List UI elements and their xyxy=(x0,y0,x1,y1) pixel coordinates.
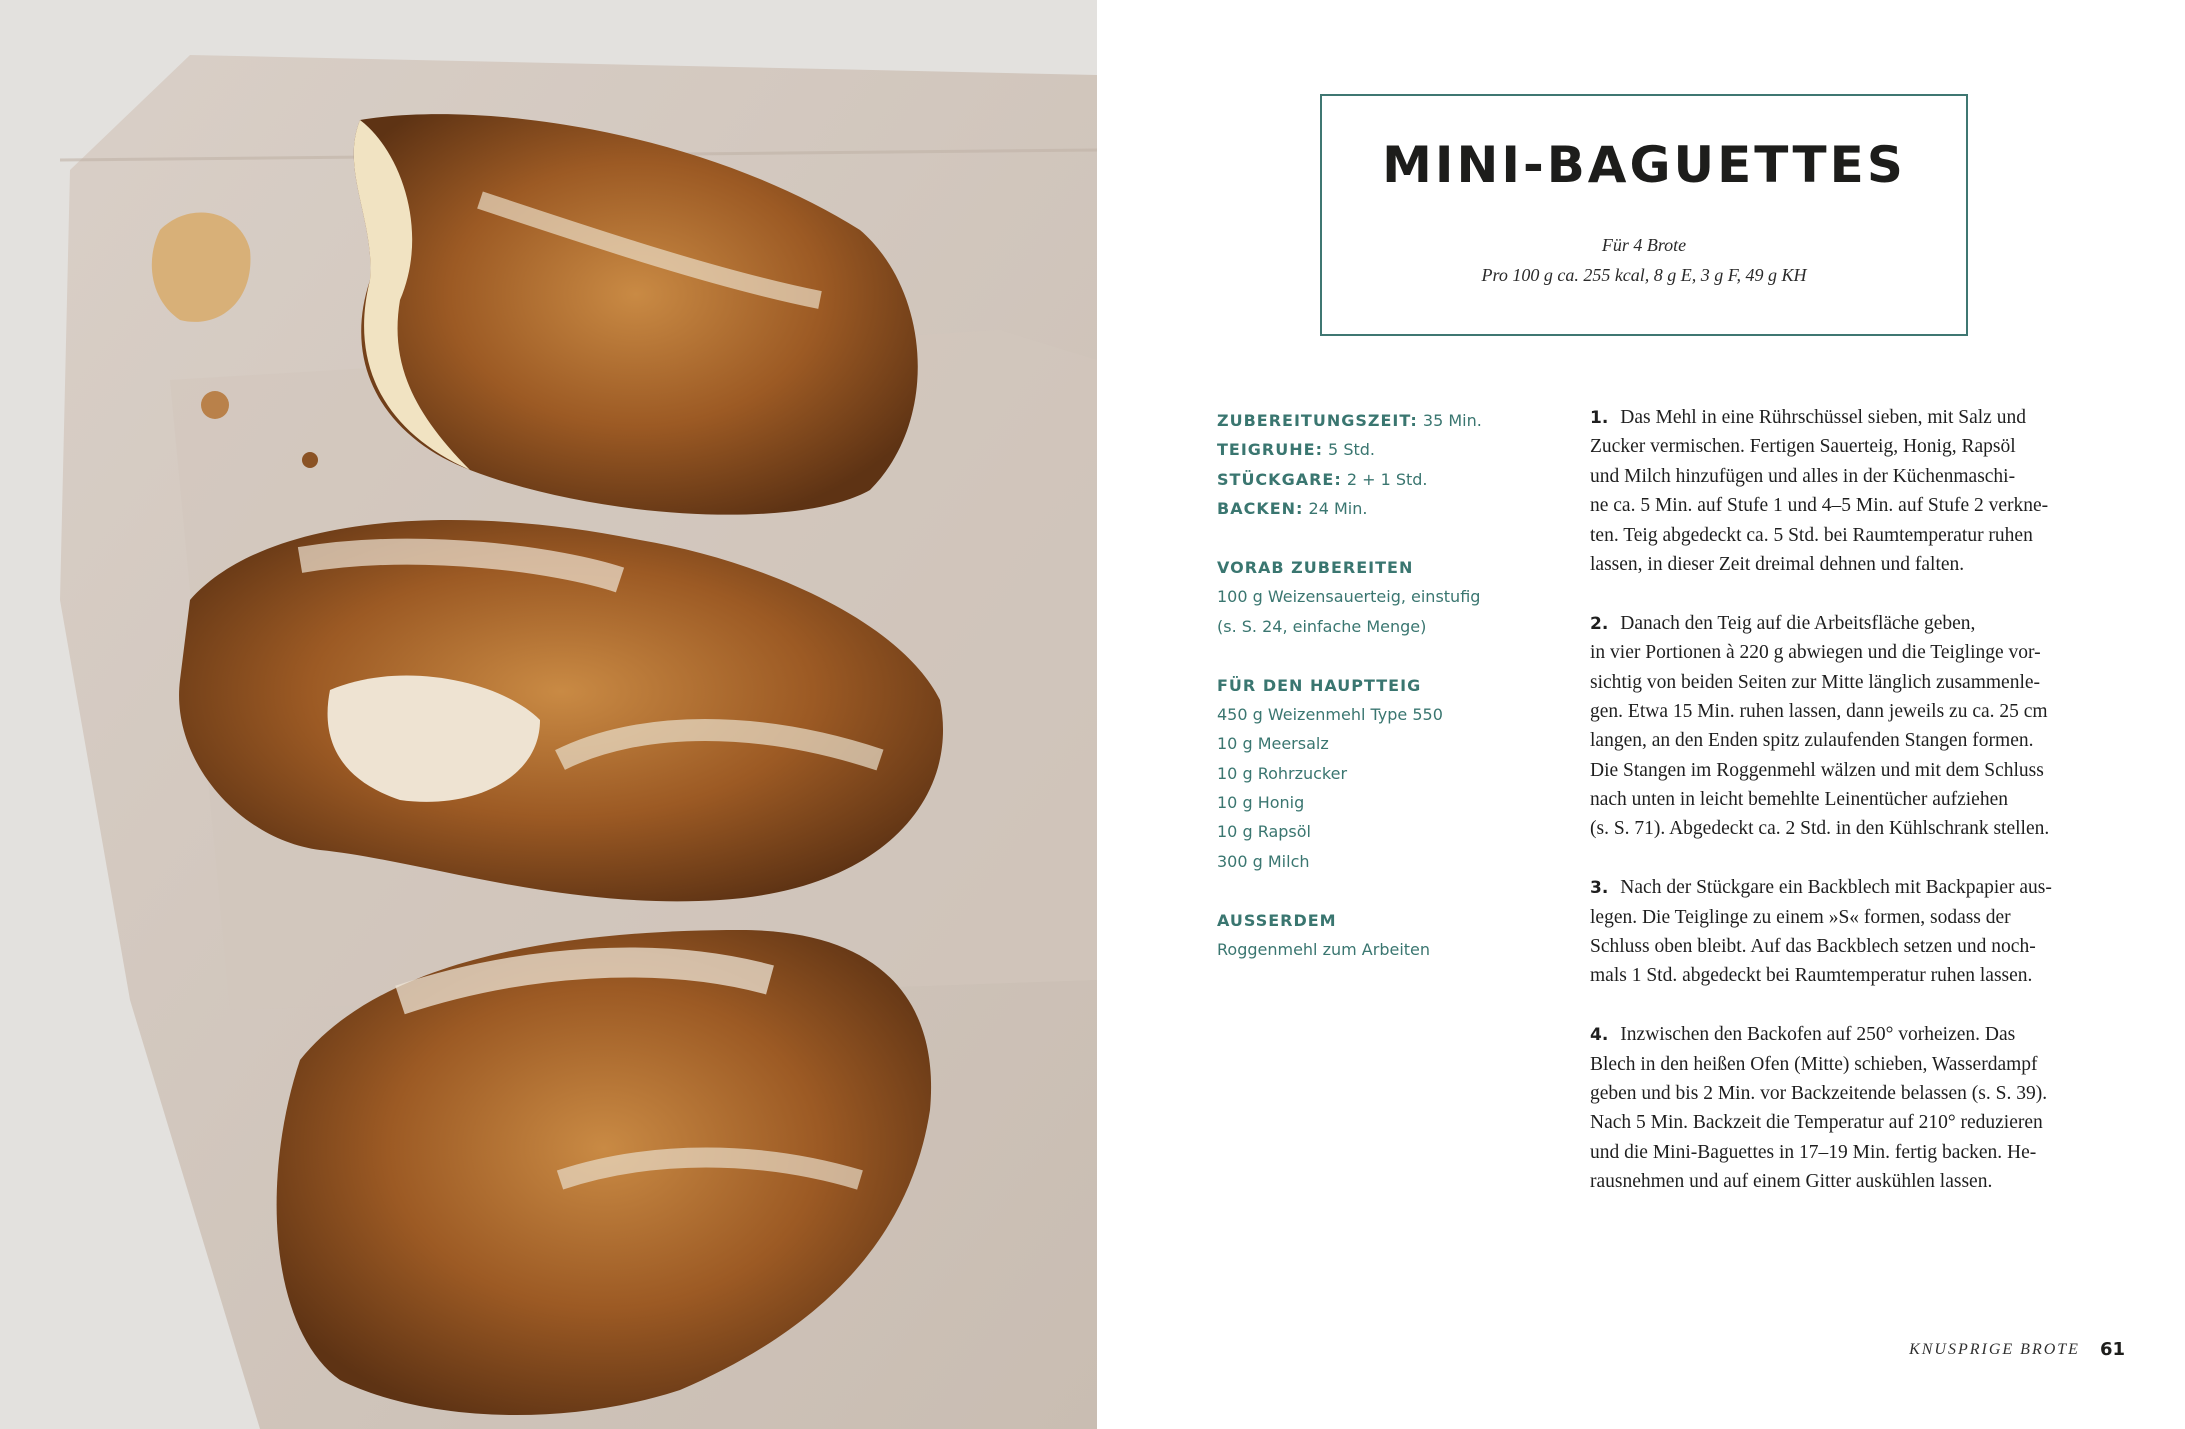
main-dough-heading: FÜR DEN HAUPTTEIG xyxy=(1217,675,1422,695)
time-bake: BACKEN: 24 Min. xyxy=(1217,499,1368,519)
running-head: KNUSPRIGE BROTE xyxy=(1909,1341,2080,1358)
ingredient-item: 10 g Meersalz xyxy=(1217,734,1329,754)
step-number: 3. xyxy=(1590,878,1609,899)
ingredient-item: 10 g Rapsöl xyxy=(1217,822,1311,842)
time-prep: ZUBEREITUNGSZEIT: 35 Min. xyxy=(1217,411,1482,430)
page-footer xyxy=(1909,1335,2125,1365)
ingredient-item: 10 g Honig xyxy=(1217,793,1305,813)
instructions xyxy=(1590,403,2090,1226)
prep-heading: VORAB ZUBEREITEN xyxy=(1217,557,1414,577)
step-number: 1. xyxy=(1590,408,1609,428)
step-number: 2. xyxy=(1590,613,1609,634)
step-4: 4. Inzwischen den Backofen auf 250° vorheizen. Das Blech in den heißen Ofen (Mitte) schieben, Wasserdampf geben und bis 2 Min. vor Backzeitende belassen (s. S. 39). Nach 5 Min. Backzeit die Temperatur auf 210° reduzieren und die Mini-Baguettes in 17–19 Min. fertig backen. He- rausnehmen und auf einem Gitter auskühlen lassen. xyxy=(1590,1024,2048,1193)
step-1: 1. Das Mehl in eine Rührschüssel sieben, mit Salz und Zucker vermischen. Fertigen Sauerteig, Honig, Rapsöl und Milch hinzufügen und alles in der Küchenmaschi- ne ca. 5 Min. auf Stufe 1 und 4–5 Min. auf Stufe 2 verkne- ten. Teig abgedeckt ca. 5 Std. bei Raumtemperatur ruhen lassen, in dieser Zeit dreimal dehnen und falten. xyxy=(1590,407,2049,575)
recipe-nutrition: Pro 100 g ca. 255 kcal, 8 g E, 3 g F, 49 g KH xyxy=(1481,265,1807,285)
step-number: 4. xyxy=(1590,1025,1609,1046)
prep-line: (s. S. 24, einfache Menge) xyxy=(1217,616,1427,636)
step-3: 3. Nach der Stückgare ein Backblech mit Backpapier aus- legen. Die Teiglinge zu einem »S« formen, sodass der Schluss oben bleibt. Auf das Backblech setzen und noch- mals 1 Std. abgedeckt bei Raumtemperatur ruhen lassen. xyxy=(1590,877,2052,987)
recipe-yield: Für 4 Brote xyxy=(1601,235,1687,255)
step-2: 2. Danach den Teig auf die Arbeitsfläche geben, in vier Portionen à 220 g abwiegen und die Teiglinge vor- sichtig von beiden Seiten zur Mitte länglich zusammenle- gen. Etwa 15 Min. ruhen lassen, dann jeweils zu ca. 25 cm langen, an den Enden spitz zulaufenden Stangen formen. Die Stangen im Roggenmehl wälzen und mit dem Schluss nach unten in leicht bemehlte Leinentücher aufziehen (s. S. 71). Abgedeckt ca. 2 Std. in den Kühlschrank stellen. xyxy=(1590,612,2050,840)
recipe-title-box xyxy=(1320,94,1968,336)
prep-line: 100 g Weizensauerteig, einstufig xyxy=(1217,587,1481,607)
page-number: 61 xyxy=(2099,1339,2125,1360)
ingredient-item: 450 g Weizenmehl Type 550 xyxy=(1217,704,1443,724)
time-rest: TEIGRUHE: 5 Std. xyxy=(1217,440,1375,460)
ingredient-item: 10 g Rohrzucker xyxy=(1217,763,1348,783)
time-proof: STÜCKGARE: 2 + 1 Std. xyxy=(1217,469,1428,489)
ingredients-sidebar xyxy=(1217,406,1517,964)
extra-heading: AUSSERDEM xyxy=(1217,910,1337,930)
recipe-title: MINI-BAGUETTES xyxy=(1382,136,1906,194)
extra-item: Roggenmehl zum Arbeiten xyxy=(1217,940,1431,960)
ingredient-item: 300 g Milch xyxy=(1217,851,1310,871)
